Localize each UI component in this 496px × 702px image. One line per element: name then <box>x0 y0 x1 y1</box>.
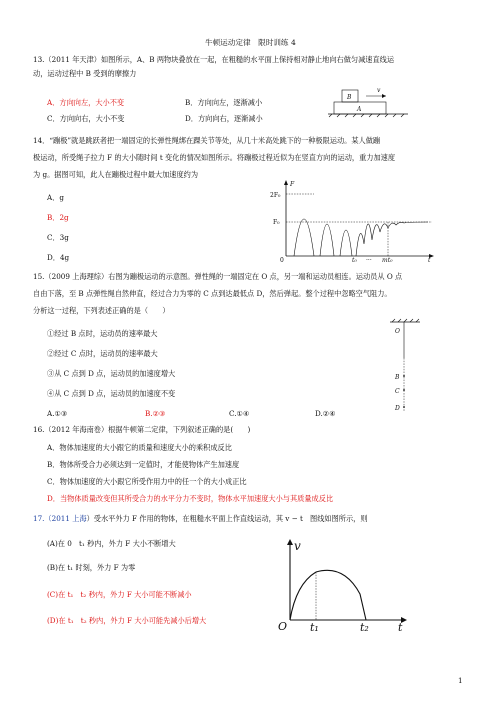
f-axis-arrow <box>284 180 288 185</box>
q17-source: 2011 上海 <box>51 514 87 523</box>
q13-stem-line1: 13.（2011 年天津）如图所示，A、B 两物块叠放在一起，在粗糙的水平面上保持相对静止地向右做匀减速直线运 <box>33 55 395 64</box>
q17-stem-text: ）受水平外力 F 作用的物体，在粗糙水平面上作直线运动，其 v − t 图线如图所示，则 <box>86 514 368 523</box>
block-a-label: A <box>357 106 362 113</box>
q13-option-d: D．方向向右，逐渐减小 <box>185 114 263 123</box>
q14-stem-line3: 为 g。据图可知，此人在蹦极过程中最大加速度约为 <box>33 170 199 179</box>
point-c-dot <box>403 389 405 391</box>
tick-f0: F₀ <box>273 219 280 226</box>
t2-label: t₂ <box>360 621 369 632</box>
q14-force-time-graph <box>268 178 438 262</box>
page-title: 牛顿运动定律 限时训练 4 <box>205 38 296 47</box>
t0-label: t₀ <box>352 257 357 262</box>
q15-statement-2: ②经过 C 点时，运动员的速率最大 <box>47 349 158 358</box>
q15-option-b: B.②③ <box>145 409 166 418</box>
force-damped-oscillation <box>356 222 428 256</box>
q15-statement-4: ④从 C 点到 D 点，运动员的加速度不变 <box>47 389 176 398</box>
q17-stem <box>33 514 368 524</box>
velocity-arrowhead <box>382 94 386 98</box>
origin-label: O <box>278 620 288 632</box>
q15-stem-line2: 自由下落，至 B 点弹性绳自然伸直，经过合力为零的 C 点到达最低点 D，然后弹起。整个过程中忽略空气阻力。 <box>33 289 392 298</box>
q17-option-c: (C)在 t₁ t₂ 秒内，外力 F 大小可能不断减小 <box>47 590 192 599</box>
q13-stem-line2: 动，运动过程中 B 受到的摩擦力 <box>33 69 137 78</box>
block-b-label: B <box>347 94 352 101</box>
q17-option-a: (A)在 0 t₁ 秒内，外力 F 大小不断增大 <box>47 539 176 548</box>
q14-option-b: B．2g <box>47 213 69 222</box>
force-peak-2 <box>320 224 334 256</box>
accelerating-segment <box>290 572 316 620</box>
q16-option-c: C．物体加速度的大小跟它所受作用力中的任一个的大小成正比 <box>47 477 247 486</box>
q15-statement-3: ③从 C 点到 D 点，运动员的加速度增大 <box>47 369 176 378</box>
velocity-label: v <box>377 87 381 94</box>
q14-stem-line1: 14．“蹦极”就是跳跃者把一端固定的长弹性绳绑在踝关节等处，从几十米高处跳下的一种极限运动。某人做蹦 <box>33 136 381 145</box>
q15-bungee-figure <box>386 318 426 418</box>
q17-option-b: (B)在 t₁ 时刻，外力 F 为零 <box>47 563 136 572</box>
q15-statement-1: ①经过 B 点时，运动员的速率最大 <box>47 329 158 338</box>
t-axis-label: t <box>398 621 403 632</box>
q14-option-c: C．3g <box>47 233 69 242</box>
q15-stem-line1: 15.（2009 上海理综）右图为蹦极运动的示意图。弹性绳的一端固定在 O 点，另一端和运动员相连。运动员从 O 点 <box>33 272 403 281</box>
q13-blocks-figure <box>322 82 432 122</box>
q16-stem: 16.（2012 年海南卷）根据牛顿第二定律，下列叙述正确的是( ) <box>33 425 251 434</box>
point-d-label: D <box>395 405 400 412</box>
q17-number: 17.（ <box>33 514 52 523</box>
point-b-label: B <box>395 374 400 381</box>
point-b-dot <box>403 375 405 377</box>
f-axis-label: F <box>290 181 295 188</box>
t-axis-label: t <box>428 257 431 262</box>
tick-2f0: 2F₀ <box>270 192 281 199</box>
q15-option-d: D.②④ <box>315 409 336 418</box>
q15-option-c: C.①④ <box>229 409 250 418</box>
q16-option-d: D．当物体质量改变但其所受合力的水平分力不变时，物体水平加速度大小与其质量成反比 <box>47 494 334 503</box>
force-peak-3 <box>340 230 352 256</box>
q15-stem-line3: 分析这一过程，下列表述正确的是（ ） <box>33 306 170 315</box>
q16-option-b: B．物体所受合力必须达到一定值时，才能使物体产生加速度 <box>47 460 240 469</box>
page-number: 1 <box>458 676 463 685</box>
decelerating-segment <box>316 570 366 620</box>
q17-velocity-time-graph <box>276 536 416 632</box>
v-axis-arrow <box>287 539 293 545</box>
point-c-label: C <box>395 388 400 395</box>
mt0-label: mt₀ <box>382 257 393 262</box>
ground-hatching <box>329 114 404 117</box>
q13-option-a: A．方向向左，大小不变 <box>47 98 125 107</box>
t1-label: t₁ <box>310 621 319 632</box>
q15-option-a: A.①③ <box>47 409 68 418</box>
q16-option-a: A．物体加速度的大小跟它的质量和速度大小的乘积成反比 <box>47 443 232 452</box>
origin-label: 0 <box>280 257 284 262</box>
ceiling-hatching <box>392 319 419 322</box>
q17-option-d: (D)在 t₁ t₂ 秒内，外力 F 大小可能先减小后增大 <box>47 616 207 625</box>
q13-option-c: C．方向向右，大小不变 <box>47 114 125 123</box>
q14-option-d: D．4g <box>47 253 70 262</box>
q14-option-a: A．g <box>47 193 64 202</box>
q13-option-b: B．方向向左，逐渐减小 <box>185 98 263 107</box>
q14-stem-line2: 极运动，所受绳子拉力 F 的大小随时间 t 变化的情况如图所示。将蹦极过程近似为在竖直方向的运动，重力加速度 <box>33 153 396 162</box>
point-d-dot <box>403 406 405 408</box>
t-dots: ··· <box>366 257 372 262</box>
force-peak-1 <box>294 219 314 256</box>
point-o-label: O <box>395 328 400 335</box>
v-axis-label: v <box>294 539 301 553</box>
